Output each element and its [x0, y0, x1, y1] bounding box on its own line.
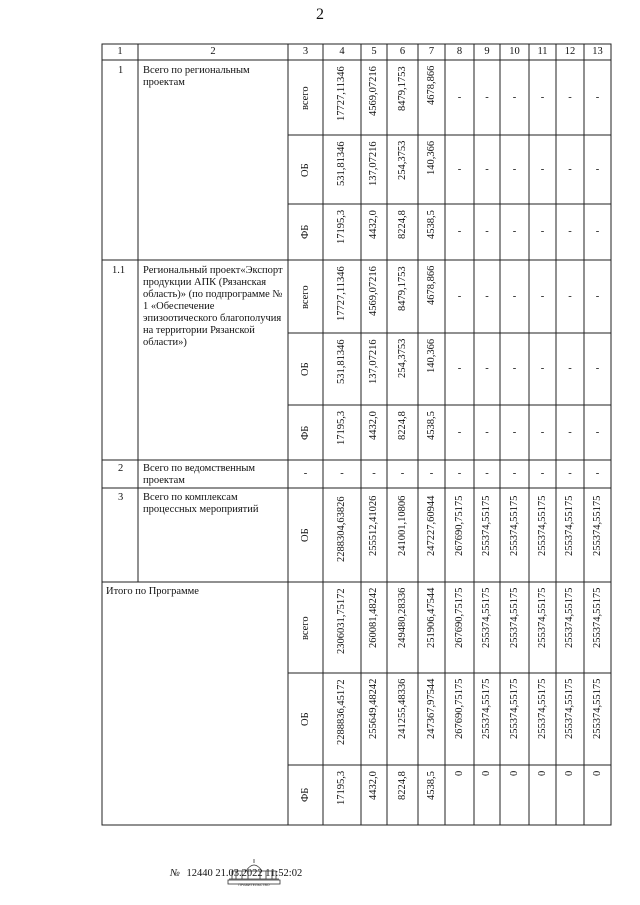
table-cell-dash: -	[540, 290, 545, 302]
table-cell-dash: -	[595, 91, 600, 103]
table-cell-value: 4569,07216	[368, 66, 379, 116]
footer-registration	[170, 868, 302, 879]
table-cell-dash: -	[400, 468, 405, 479]
header-col-12: 12	[564, 46, 576, 57]
table-cell-value: 0	[508, 770, 520, 776]
table-cell-dash: -	[595, 468, 600, 479]
funding-source-label: всего	[299, 284, 311, 309]
table-cell-dash: -	[568, 426, 572, 438]
table-cell-dash: -	[485, 363, 489, 374]
table-cell-dash: -	[512, 426, 517, 438]
table-cell-value: 8224,8	[396, 771, 408, 800]
table-cell-value: 255512,41026	[368, 495, 379, 556]
table-cell-dash: -	[512, 468, 517, 479]
header-col-2: 2	[210, 46, 216, 57]
doc-datetime: 21.03.2022 11:52:02	[215, 868, 303, 879]
table-cell-value: 17195,3	[336, 770, 347, 805]
funding-source-label: ОБ	[299, 528, 311, 542]
table-cell-dash: -	[457, 226, 462, 237]
table-cell-dash: -	[568, 226, 572, 237]
table-cell-value: 4569,07216	[368, 266, 379, 316]
table-cell-dash: -	[512, 363, 517, 374]
table-cell-dash: -	[372, 468, 376, 479]
table-cell-value: 255374,55175	[481, 678, 492, 739]
funding-source-label: всего	[299, 85, 311, 110]
table-cell-dash: -	[457, 426, 462, 438]
table-cell-value: 241255,48336	[396, 678, 408, 739]
funding-source-label: ФБ	[299, 425, 311, 440]
table-cell-dash: -	[457, 290, 462, 302]
table-cell-value: 255374,55175	[508, 587, 520, 648]
funding-source-label: ОБ	[299, 362, 311, 376]
table-cell-value: 137,07216	[368, 141, 379, 186]
table-cell-value: 255374,55175	[591, 678, 603, 739]
table-cell-value: 0	[564, 770, 575, 776]
table-cell-value: 2306031,75172	[336, 588, 347, 654]
table-cell-value: 255374,55175	[564, 678, 575, 739]
table-cell-value: 4432,0	[368, 210, 379, 239]
table-cell-value: 4538,5	[425, 771, 437, 800]
table-cell-value: 255374,55175	[564, 587, 575, 648]
table-cell-value: 4538,5	[425, 210, 437, 239]
table-cell-value: 254,3753	[396, 140, 408, 180]
table-cell-value: 2288304,63826	[336, 496, 347, 562]
table-cell-dash: -	[540, 91, 545, 103]
table-cell-value: 267690,75175	[453, 495, 465, 556]
header-col-10: 10	[509, 46, 520, 57]
header-col-9: 9	[484, 46, 490, 57]
table-cell-value: 267690,75175	[453, 678, 465, 739]
header-col-3: 3	[302, 46, 309, 57]
table-cell-dash: -	[340, 468, 344, 479]
table-cell-value: 0	[536, 770, 548, 776]
table-cell-dash: -	[540, 468, 545, 479]
table-cell-value: 140,366	[425, 338, 437, 373]
table-cell-dash: -	[540, 363, 545, 374]
table-cell-value: 8479,1753	[396, 266, 408, 311]
table-cell-value: 255374,55175	[591, 587, 603, 648]
table-cell-dash: -	[457, 91, 462, 103]
funding-source-label: ОБ	[299, 162, 311, 177]
table-cell-value: 260081,48242	[368, 587, 379, 648]
table-cell-value: 241001,10806	[396, 495, 408, 556]
table-cell-dash: -	[595, 426, 600, 438]
row-name: Всего по ведомственным проектам	[143, 463, 256, 486]
table-cell-value: 531,81346	[336, 339, 347, 384]
table-cell-value: 251906,47544	[425, 587, 437, 648]
table-cell-dash: -	[512, 226, 517, 237]
page-number: 2	[316, 6, 324, 23]
table-cell-dash: -	[429, 468, 434, 479]
table-cell-value: 254,3753	[396, 338, 408, 378]
table-cell-dash: -	[568, 468, 572, 479]
table-cell-value: 8224,8	[396, 210, 408, 239]
table-cell-dash: -	[512, 290, 517, 302]
table-cell-dash: -	[595, 226, 600, 237]
total-row-name: Итого по Программе	[106, 586, 199, 597]
table-cell-value: 4432,0	[368, 771, 379, 800]
table-cell-value: 17195,3	[336, 410, 347, 445]
table-cell-value: 247227,60944	[425, 495, 437, 556]
table-cell-value: 4538,5	[425, 411, 437, 440]
table-cell-dash: -	[485, 468, 489, 479]
table-cell-value: 255374,55175	[508, 495, 520, 556]
table-cell-dash: -	[485, 226, 489, 237]
table-cell-value: 8224,8	[396, 411, 408, 440]
table-cell-dash: -	[540, 163, 545, 175]
table-cell-value: 531,81346	[336, 141, 347, 186]
table-cell-value: 4678,866	[425, 265, 437, 305]
row-number: 1	[118, 65, 124, 76]
table-cell-dash: -	[485, 163, 489, 175]
header-col-13: 13	[592, 46, 603, 57]
header-col-6: 6	[399, 46, 406, 57]
funding-source-label: всего	[299, 615, 311, 640]
table-cell-value: 267690,75175	[453, 587, 465, 648]
row-number: 2	[118, 463, 124, 474]
table-cell-dash: -	[457, 363, 462, 374]
table-cell-dash: -	[540, 226, 545, 237]
table-cell-dash: -	[457, 163, 462, 175]
header-col-4: 4	[339, 46, 345, 57]
row-name: Всего по региональным проектам	[143, 65, 250, 88]
table-cell-dash: -	[512, 163, 517, 175]
table-cell-value: 247367,97544	[425, 678, 437, 739]
table-cell-value: 255374,55175	[591, 495, 603, 556]
table-cell-value: 255374,55175	[536, 587, 548, 648]
table-cell-value: 0	[591, 770, 603, 776]
funding-source-label: ОБ	[299, 712, 311, 726]
table-cell-value: 17727,11346	[336, 66, 347, 121]
table-cell-value: 255374,55175	[536, 678, 548, 739]
row-name: Региональный проект«Экспорт продукции АПК (Рязанская область)» (по подпрограмме № 1 «Обеспечение эпизоотического благополучия на территории Рязанской области»)	[143, 265, 283, 348]
table-cell-value: 255649,48242	[368, 678, 379, 739]
header-col-8: 8	[456, 46, 463, 57]
table-cell-value: 255374,55175	[564, 495, 575, 556]
funding-source-label: ФБ	[299, 787, 311, 802]
table-cell-dash: -	[485, 91, 489, 103]
table-cell-dash: -	[540, 426, 545, 438]
table-cell-dash: -	[485, 426, 489, 438]
table-cell-dash: -	[568, 290, 572, 302]
number-mark: №	[170, 868, 180, 879]
table-cell-value: 17195,3	[336, 209, 347, 244]
table-cell-value: 255374,55175	[508, 678, 520, 739]
table-cell-dash: -	[485, 290, 489, 302]
table-cell-dash: -	[568, 91, 572, 103]
svg-text:ПРАВИТЕЛЬСТВО: ПРАВИТЕЛЬСТВО	[238, 883, 270, 887]
row-number: 1.1	[112, 265, 126, 276]
table-cell-dash: -	[512, 91, 517, 103]
table-cell-value: 0	[481, 770, 492, 776]
funding-source-label: ФБ	[299, 224, 311, 239]
row-number: 3	[118, 492, 124, 503]
row-name: Всего по комплексам процессных мероприятий	[143, 492, 259, 515]
table-cell-value: 137,07216	[368, 339, 379, 384]
table-cell-dash: -	[595, 290, 600, 302]
table-cell-dash: -	[568, 363, 572, 374]
header-col-7: 7	[428, 46, 435, 57]
table-cell-value: 4678,866	[425, 65, 437, 105]
table-cell-value: 17727,11346	[336, 266, 347, 321]
table-cell-value: 255374,55175	[536, 495, 548, 556]
header-col-5: 5	[371, 46, 377, 57]
table-cell-value: 2288836,45172	[336, 679, 347, 745]
table-cell-dash: -	[457, 468, 462, 479]
table-cell-value: 140,366	[425, 140, 437, 175]
table-cell-value: 4432,0	[368, 411, 379, 440]
doc-number: 12440	[186, 868, 213, 879]
header-col-1: 1	[117, 46, 123, 57]
table-cell-value: 255374,55175	[481, 587, 492, 648]
header-col-11: 11	[537, 46, 548, 57]
table-cell-dash: -	[595, 363, 600, 374]
table-cell-value: 8479,1753	[396, 66, 408, 111]
table-cell-value: 249480,28336	[396, 587, 408, 648]
table-cell-value: 0	[453, 770, 465, 776]
table-cell-value: 255374,55175	[481, 495, 492, 556]
table-cell-dash: -	[303, 468, 308, 479]
table-cell-dash: -	[595, 163, 600, 175]
table-cell-dash: -	[568, 163, 572, 175]
